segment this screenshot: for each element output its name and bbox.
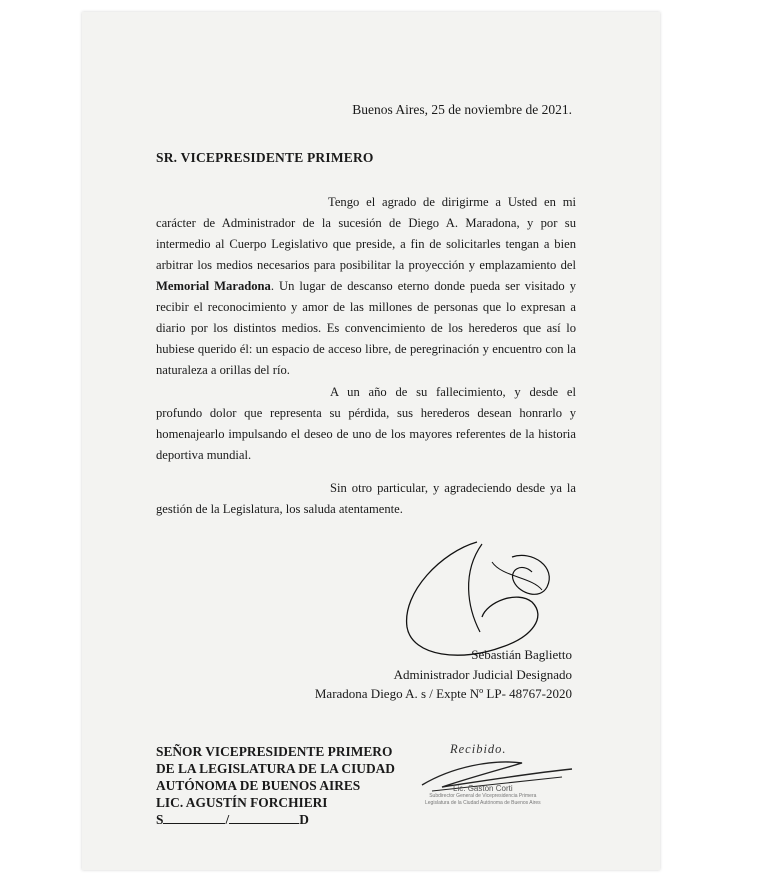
recipient-line-4: LIC. AGUSTÍN FORCHIERI — [156, 795, 328, 810]
recipient-line-1: SEÑOR VICEPRESIDENTE PRIMERO — [156, 744, 393, 759]
paragraph-closing-text: Sin otro particular, y agradeciendo desde ya la gestión de la Legislatura, los saluda atentamente. — [156, 481, 576, 516]
paragraph-request — [156, 192, 576, 381]
paragraph-anniversary — [156, 382, 576, 466]
official-stamp — [425, 784, 541, 806]
filing-slash: / — [225, 812, 230, 827]
stamp-name: Lic. Gastón Corti — [453, 784, 513, 793]
paragraph-request-text-a: Tengo el agrado de dirigirme a Usted en mi carácter de Administrador de la sucesión de Diego A. Maradona, y por su intermedio al Cuerpo Legislativo que preside, a fin de solicitarles tengan a bien arbitrar los medios necesarios para posibilitar la proyección y emplazamiento del — [156, 195, 576, 272]
recipient-block — [156, 743, 395, 828]
filing-d: D — [299, 812, 309, 827]
signer-title: Administrador Judicial Designado — [393, 666, 572, 682]
filing-s: S — [156, 812, 164, 827]
stamp-line-2: Legislatura de la Ciudad Autónoma de Buenos Aires — [425, 799, 541, 806]
letter-addressee: SR. VICEPRESIDENTE PRIMERO — [156, 150, 374, 165]
recipient-line-3: AUTÓNOMA DE BUENOS AIRES — [156, 778, 361, 793]
signer-name: Sebastián Baglietto — [471, 647, 572, 662]
memorial-name: Memorial Maradona — [156, 279, 271, 293]
case-reference: Maradona Diego A. s / Expte Nº LP- 48767-2020 — [314, 686, 572, 701]
paragraph-request-text-b: . Un lugar de descanso eterno donde pueda ser visitado y recibir el reconocimiento y amor de las millones de personas que lo expresan a diario por los distintos medios. Es convencimiento de los herederos que así lo hubiese querido él: un espacio de acceso libre, de peregrinación y encuentro con la naturaleza a orillas del río. — [156, 279, 577, 377]
stamp-line-1: Subdirector General de Vicepresidencia Primera — [429, 793, 537, 799]
recipient-line-2: DE LA LEGISLATURA DE LA CIUDAD — [156, 761, 395, 776]
signature-block — [315, 645, 572, 704]
paragraph-anniversary-text: A un año de su fallecimiento, y desde el profundo dolor que representa su pérdida, sus herederos desean honrarlo y homenajearlo impulsando el deseo de uno de los mayores referentes de la historia deportiva mundial. — [156, 385, 576, 462]
received-note: Recibido. — [450, 742, 507, 756]
filing-line — [156, 811, 395, 828]
letter-page — [82, 12, 660, 870]
paragraph-closing — [156, 478, 576, 520]
letter-date: Buenos Aires, 25 de noviembre de 2021. — [352, 102, 572, 117]
